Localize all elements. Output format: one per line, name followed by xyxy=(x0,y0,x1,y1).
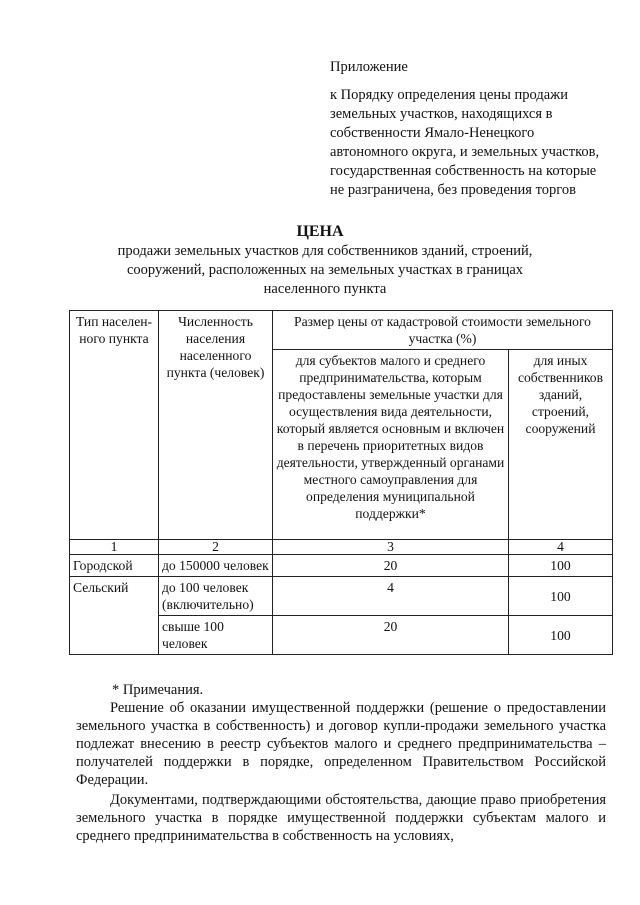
settlement-type: Сельский xyxy=(70,577,159,655)
sme-percent: 20 xyxy=(273,616,509,655)
price-table xyxy=(69,310,613,655)
other-percent: 100 xyxy=(509,577,613,616)
header-price-size: Размер цены от кадастровой стоимости земельного участка (%) xyxy=(273,311,613,350)
header-settlement-type: Тип населен-ного пункта xyxy=(70,311,159,540)
settlement-type: Городской xyxy=(70,555,159,577)
table-header-row xyxy=(70,311,613,350)
document-title: ЦЕНА xyxy=(296,223,344,240)
header-other: для иных собственников зданий, строений, сооружений xyxy=(509,350,613,540)
appendix-heading: Приложение xyxy=(330,59,408,75)
col-number: 2 xyxy=(159,540,273,555)
appendix-block xyxy=(330,58,620,200)
population: до 100 человек (включительно) xyxy=(159,577,273,616)
column-number-row xyxy=(70,540,613,555)
sme-percent: 4 xyxy=(273,577,509,616)
table-row xyxy=(70,577,613,616)
other-percent: 100 xyxy=(509,616,613,655)
notes-block xyxy=(76,681,606,845)
notes-label: * Примечания. xyxy=(112,682,204,698)
col-number: 4 xyxy=(509,540,613,555)
table-row xyxy=(70,555,613,577)
sme-percent: 20 xyxy=(273,555,509,577)
header-population: Численность населения населенного пункта (человек) xyxy=(159,311,273,540)
col-number: 1 xyxy=(70,540,159,555)
population: свыше 100 человек xyxy=(159,616,273,655)
document-subtitle: продажи земельных участков для собственников зданий, строений, сооружений, расположенных на земельных участках в границах населенного пункта xyxy=(117,243,533,297)
notes-paragraph: Документами, подтверждающими обстоятельства, дающие право приобретения земельного участка в порядке имущественной поддержки субъектам малого и среднего предпринимательства в собственность на условиях, xyxy=(76,792,606,844)
other-percent: 100 xyxy=(509,555,613,577)
appendix-text: к Порядку определения цены продажи земельных участков, находящихся в собственности Ямало-Ненецкого автономного округа, и земельных участков, государственная собственность на которые не разграничена, без проведения торгов xyxy=(330,87,600,198)
population: до 150000 человек xyxy=(159,555,273,577)
notes-paragraph: Решение об оказании имущественной поддержки (решение о предоставлении земельного участка в собственность) и договор купли-продажи земельного участка подлежат внесению в реестр субъектов малого и среднего предпринимательства – получателей поддержки в порядке, определенном Правительством Российской Федерации. xyxy=(76,700,606,788)
col-number: 3 xyxy=(273,540,509,555)
header-sme: для субъектов малого и среднего предпринимательства, которым предоставлены земельные участки для осуществления вида деятельности, который является основным и включен в перечень приоритетных видов деятельности, утвержденный органами местного самоуправления для определения муниципальной поддержки* xyxy=(273,350,509,540)
